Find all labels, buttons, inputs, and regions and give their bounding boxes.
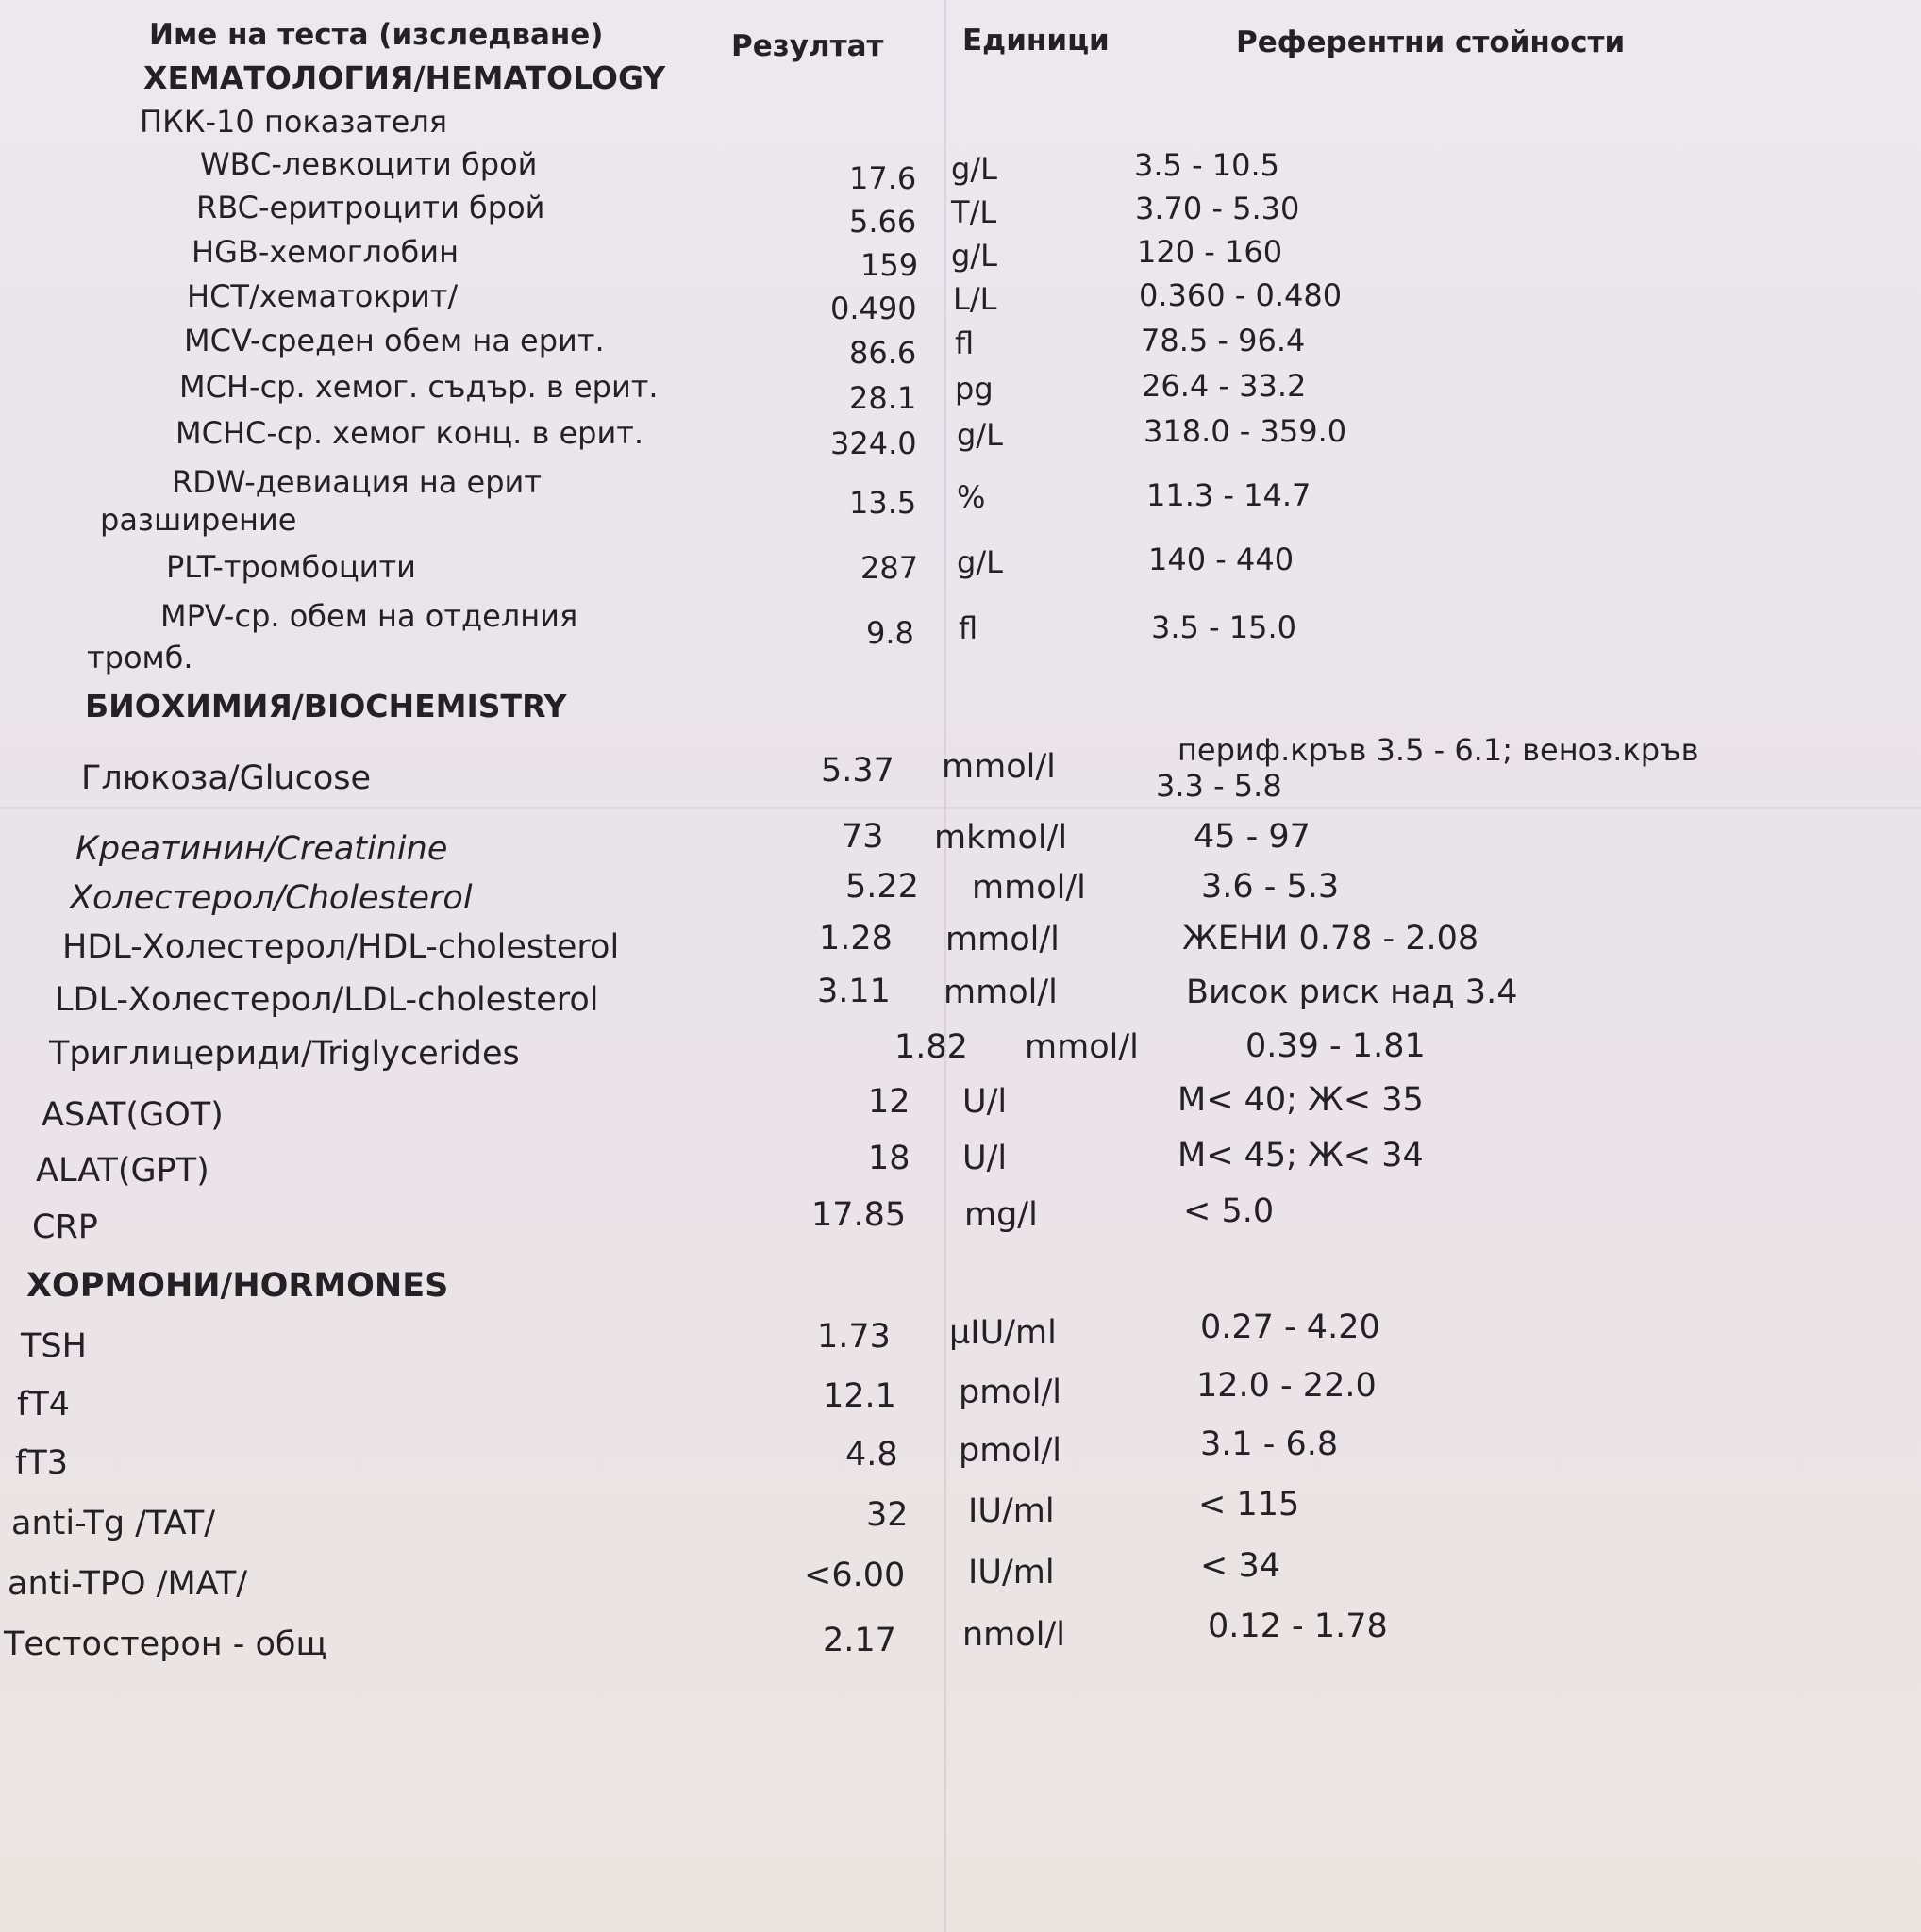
test-unit: mg/l (964, 1196, 1038, 1234)
test-result: 4.8 (845, 1436, 898, 1474)
test-unit: mkmol/l (934, 819, 1068, 857)
test-reference: M< 45; Ж< 34 (1178, 1137, 1424, 1174)
test-name: MPV-ср. обем на отделния (160, 598, 578, 634)
column-header-test-name: Име на теста (изследване) (149, 18, 604, 52)
test-result: <6.00 (804, 1557, 906, 1594)
test-reference: 0.27 - 4.20 (1200, 1308, 1380, 1346)
test-name: MCHC-ср. хемог конц. в ерит. (175, 415, 644, 451)
column-header-reference: Референтни стойности (1236, 25, 1626, 59)
test-name-continued: разширение (100, 502, 297, 538)
test-unit: mmol/l (944, 974, 1058, 1011)
panel-title: ПКК-10 показателя (140, 104, 448, 140)
test-reference: 3.5 - 15.0 (1151, 609, 1297, 645)
test-reference: < 5.0 (1183, 1192, 1275, 1230)
test-unit: % (957, 479, 986, 515)
test-reference: ЖЕНИ 0.78 - 2.08 (1182, 920, 1479, 958)
paper-fold-vertical (944, 0, 946, 1932)
test-name: RDW-девиация на ерит (172, 464, 542, 500)
test-name: LDL-Холестерол/LDL-cholesterol (55, 981, 599, 1019)
test-result: 5.22 (845, 868, 919, 906)
test-name: Тестостерон - общ (4, 1625, 327, 1663)
test-result: 17.6 (849, 160, 917, 196)
test-name: Глюкоза/Glucose (81, 759, 372, 797)
test-name: Холестерол/Cholesterol (70, 879, 473, 917)
test-reference: 3.6 - 5.3 (1201, 868, 1340, 906)
test-reference: 26.4 - 33.2 (1142, 368, 1307, 404)
test-reference: 0.12 - 1.78 (1208, 1607, 1388, 1645)
test-result: 0.490 (830, 291, 917, 326)
section-title-biochemistry: БИОХИМИЯ/BIOCHEMISTRY (85, 688, 567, 724)
test-unit: g/L (957, 544, 1003, 580)
section-title-hematology: ХЕМАТОЛОГИЯ/HEMATOLOGY (143, 59, 666, 96)
test-name: HCT/хематокрит/ (187, 278, 459, 314)
test-name: PLT-тромбоцити (166, 549, 416, 585)
test-unit: g/L (951, 151, 997, 187)
test-reference: 45 - 97 (1194, 818, 1311, 856)
test-unit: fl (959, 610, 978, 646)
test-name: anti-Tg /TAT/ (11, 1505, 216, 1542)
test-reference: 12.0 - 22.0 (1196, 1367, 1377, 1405)
test-unit: g/L (951, 238, 997, 274)
test-result: 324.0 (830, 425, 917, 461)
test-name: RBC-еритроцити брой (196, 190, 545, 225)
test-result: 159 (860, 247, 919, 283)
test-unit: mmol/l (942, 748, 1056, 786)
test-result: 1.28 (819, 920, 893, 958)
test-reference: M< 40; Ж< 35 (1178, 1081, 1424, 1119)
test-result: 28.1 (849, 380, 917, 416)
test-name: HGB-хемоглобин (192, 234, 459, 270)
test-reference: 3.1 - 6.8 (1200, 1425, 1339, 1463)
test-unit: g/L (957, 417, 1003, 453)
test-unit: IU/ml (968, 1554, 1055, 1591)
test-result: 2.17 (823, 1622, 896, 1659)
test-reference: 3.70 - 5.30 (1135, 191, 1300, 226)
test-unit: nmol/l (962, 1616, 1065, 1654)
test-reference: 120 - 160 (1137, 234, 1283, 270)
test-result: 12 (868, 1083, 910, 1121)
test-name: MCH-ср. хемог. съдър. в ерит. (179, 369, 659, 405)
test-unit: µIU/ml (949, 1314, 1057, 1352)
test-result: 18 (868, 1140, 910, 1177)
test-name: CRP (32, 1208, 98, 1246)
column-header-units: Единици (962, 24, 1110, 58)
test-name: anti-TPO /MAT/ (8, 1565, 248, 1603)
test-name: fT4 (17, 1386, 70, 1424)
test-name: HDL-Холестерол/HDL-cholesterol (62, 928, 620, 966)
test-name: MCV-среден обем на ерит. (184, 323, 605, 358)
test-name: Триглицериди/Triglycerides (49, 1035, 520, 1073)
test-result: 13.5 (849, 485, 917, 521)
test-name: fT3 (15, 1444, 68, 1482)
test-unit: mmol/l (945, 921, 1060, 958)
test-reference: < 115 (1198, 1486, 1300, 1524)
test-result: 5.37 (821, 752, 894, 790)
test-reference: Висок риск над 3.4 (1186, 974, 1518, 1011)
test-unit: pg (955, 371, 994, 407)
test-name: ALAT(GPT) (36, 1152, 209, 1190)
test-reference: 0.39 - 1.81 (1245, 1027, 1426, 1065)
test-result: 32 (866, 1496, 909, 1534)
test-reference: 78.5 - 96.4 (1141, 323, 1306, 358)
test-result: 5.66 (849, 204, 917, 240)
test-result: 9.8 (866, 615, 914, 651)
test-unit: pmol/l (959, 1432, 1061, 1470)
column-header-result: Резултат (731, 29, 884, 63)
test-name-continued: тромб. (87, 640, 193, 675)
test-unit: pmol/l (959, 1374, 1061, 1411)
paper-fold-horizontal (0, 807, 1921, 809)
test-result: 287 (860, 550, 919, 586)
test-result: 1.82 (894, 1028, 968, 1066)
test-unit: U/l (962, 1083, 1008, 1121)
test-name: TSH (21, 1327, 87, 1365)
section-title-hormones: ХОРМОНИ/HORMONES (26, 1267, 449, 1305)
test-reference: периф.кръв 3.5 - 6.1; веноз.кръв (1178, 732, 1699, 768)
test-result: 3.11 (817, 973, 891, 1010)
test-name: WBC-левкоцити брой (200, 146, 538, 182)
test-unit: IU/ml (968, 1492, 1055, 1530)
test-reference: 11.3 - 14.7 (1146, 477, 1311, 513)
test-name: ASAT(GOT) (42, 1096, 224, 1134)
test-unit: fl (955, 325, 975, 361)
test-reference: < 34 (1200, 1547, 1280, 1585)
test-result: 73 (842, 818, 884, 856)
test-reference: 0.360 - 0.480 (1139, 277, 1343, 313)
test-reference: 318.0 - 359.0 (1144, 413, 1347, 449)
test-unit: mmol/l (1025, 1028, 1139, 1066)
test-unit: T/L (951, 194, 997, 230)
test-result: 17.85 (811, 1196, 907, 1234)
test-result: 1.73 (817, 1318, 891, 1356)
test-unit: L/L (953, 281, 997, 317)
test-name: Креатинин/Creatinine (75, 830, 448, 868)
test-reference: 3.5 - 10.5 (1134, 147, 1280, 183)
test-result: 86.6 (849, 335, 917, 371)
test-unit: mmol/l (972, 869, 1086, 907)
test-reference: 140 - 440 (1148, 541, 1295, 577)
test-unit: U/l (962, 1140, 1008, 1177)
test-result: 12.1 (823, 1377, 896, 1415)
test-reference-continued: 3.3 - 5.8 (1156, 768, 1282, 804)
